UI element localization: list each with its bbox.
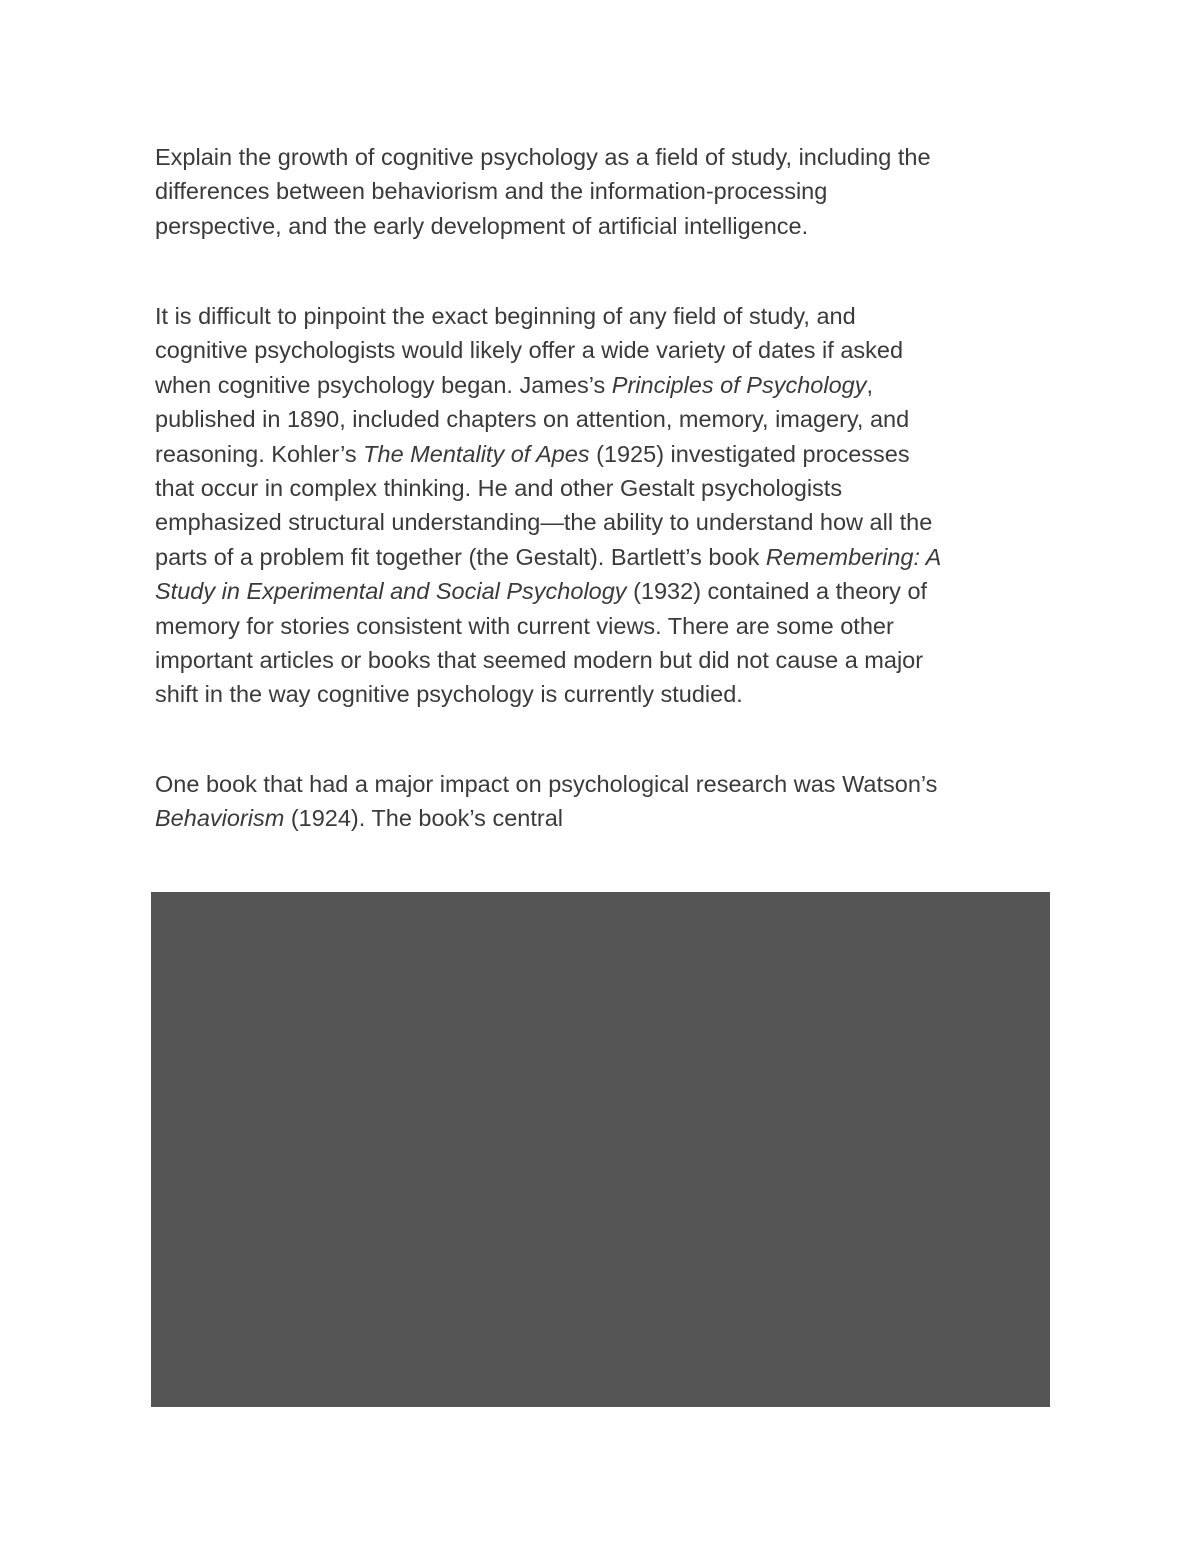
- italic-title-text: Behaviorism: [155, 805, 285, 832]
- text-segment: shift in the way cognitive psychology is currently studied.: [155, 681, 743, 708]
- text-segment: (1932) contained a theory of: [626, 578, 928, 605]
- text-line: [155, 140, 1055, 174]
- text-segment: differences between behaviorism and the information-processing: [155, 178, 828, 205]
- text-line: [155, 437, 1055, 471]
- italic-title-text: Study in Experimental and Social Psychology: [155, 578, 627, 605]
- text-line: [155, 368, 1055, 402]
- text-segment: It is difficult to pinpoint the exact beginning of any field of study, and: [155, 303, 856, 329]
- text-segment: published in 1890, included chapters on attention, memory, imagery, and: [155, 406, 910, 433]
- redaction-block: [151, 892, 1050, 1407]
- text-line: [155, 209, 1055, 243]
- text-line: [155, 299, 1055, 333]
- italic-title-text: The Mentality of Apes: [363, 440, 590, 467]
- text-segment: when cognitive psychology began. James’s: [155, 371, 612, 398]
- text-line: [155, 505, 1055, 539]
- paragraph-history: [155, 299, 1055, 712]
- text-segment: (1924). The book’s central: [284, 805, 563, 832]
- text-segment: parts of a problem fit together (the Gestalt). Bartlett’s book: [155, 543, 766, 570]
- text-segment: cognitive psychologists would likely offer a wide variety of dates if asked: [155, 337, 904, 364]
- text-segment: (1925) investigated processes: [589, 440, 910, 467]
- text-line: [155, 677, 1055, 711]
- text-line: [155, 402, 1055, 436]
- text-line: [155, 333, 1055, 367]
- text-segment: emphasized structural understanding—the ability to understand how all the: [155, 509, 933, 536]
- italic-title-text: Remembering: A: [765, 543, 942, 570]
- text-segment: ,: [866, 371, 874, 398]
- text-line: [155, 574, 1055, 608]
- text-segment: important articles or books that seemed modern but did not cause a major: [155, 647, 924, 674]
- paragraph-prompt: [155, 140, 1055, 243]
- text-segment: that occur in complex thinking. He and other Gestalt psychologists: [155, 475, 843, 502]
- text-segment: One book that had a major impact on psychological research was Watson’s: [155, 771, 938, 797]
- text-line: [155, 174, 1055, 208]
- italic-title-text: Principles of Psychology: [611, 371, 867, 398]
- text-segment: perspective, and the early development of artificial intelligence.: [155, 212, 809, 239]
- text-line: [155, 643, 1055, 677]
- text-line: [155, 471, 1055, 505]
- text-line: [155, 540, 1055, 574]
- text-segment: Explain the growth of cognitive psychology as a field of study, including the: [155, 144, 931, 170]
- text-line: [155, 801, 1055, 835]
- text-line: [155, 609, 1055, 643]
- text-segment: reasoning. Kohler’s: [155, 440, 364, 467]
- text-line: [155, 767, 1055, 801]
- text-segment: memory for stories consistent with current views. There are some other: [155, 612, 894, 639]
- paragraph-behaviorism: [155, 767, 1055, 836]
